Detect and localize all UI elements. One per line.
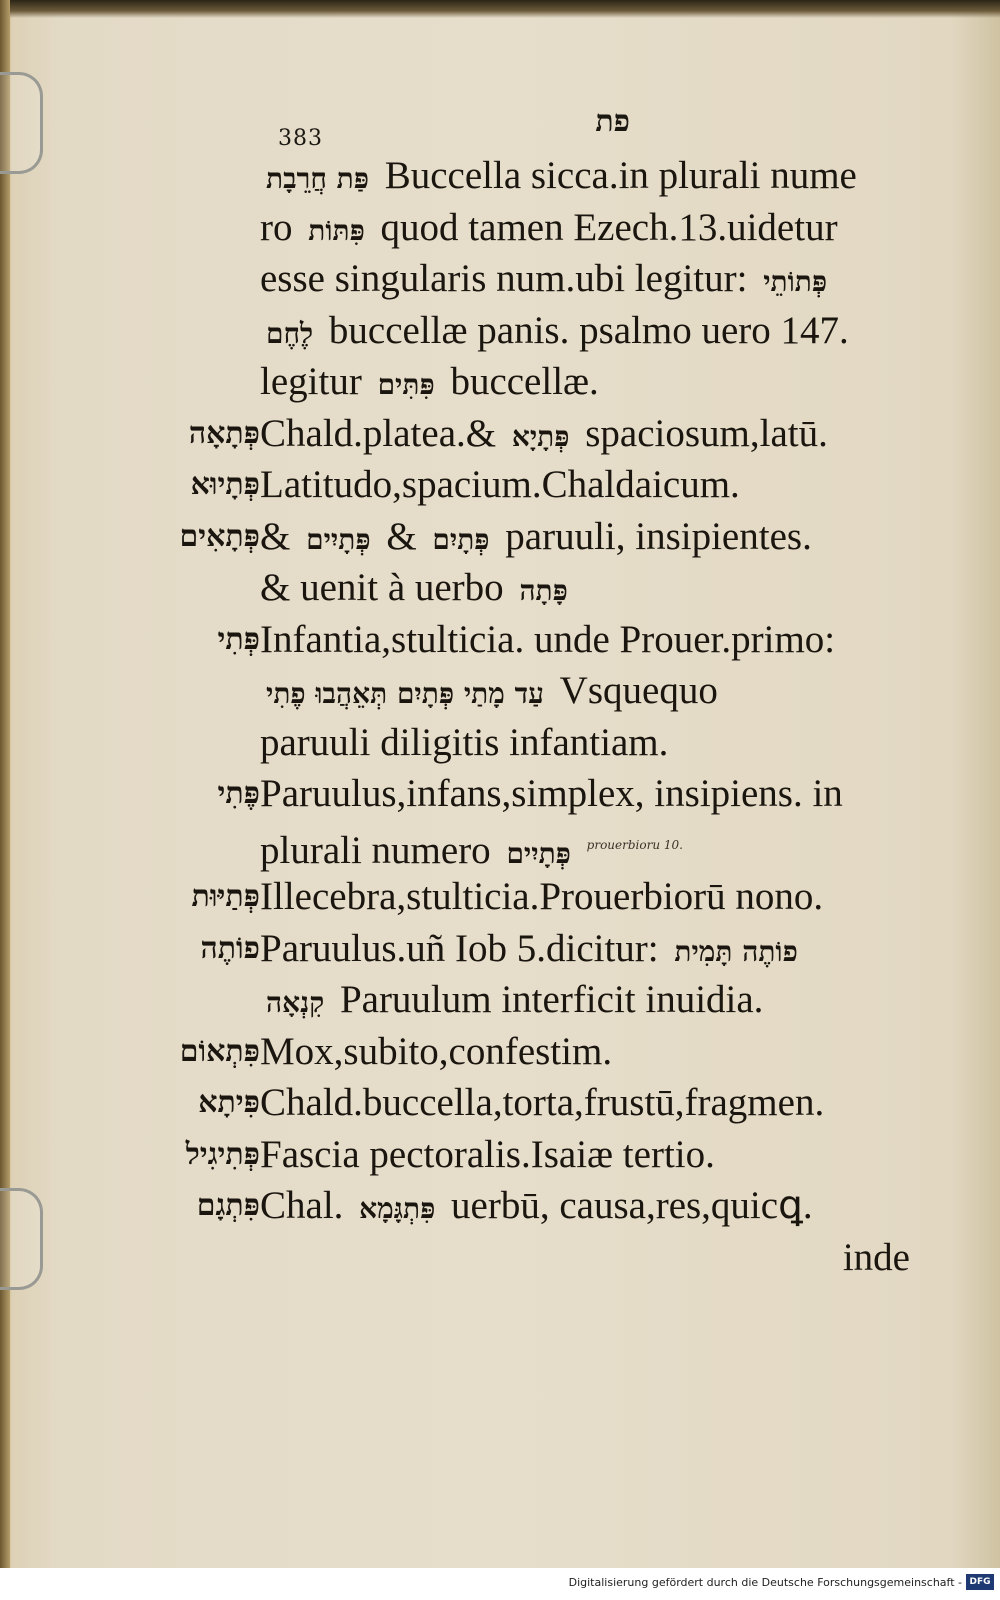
dictionary-entry: [120, 768, 940, 871]
latin-text: legitur: [260, 360, 362, 403]
headword: פְּתָאָה: [188, 415, 260, 451]
entry-line: [120, 1129, 940, 1181]
latin-text: Paruulus,infans,simplex, insipiens. in: [260, 772, 843, 815]
entry-line: [120, 871, 940, 923]
dictionary-entry: [120, 459, 940, 511]
footer-bar: [0, 1568, 1000, 1600]
dictionary-entry: [120, 511, 940, 614]
marginal-annotation: prouerbioru 10.: [586, 837, 683, 852]
hebrew-term: פָּתָה: [519, 574, 568, 607]
page-binding-edge: [0, 0, 10, 1568]
hebrew-term: פְּתוֹתֵי: [763, 265, 828, 298]
entry-line: [120, 562, 940, 614]
latin-text: &: [386, 514, 417, 558]
latin-text: Paruulus.uñ Iob 5.dicitur:: [260, 926, 659, 970]
entry-line: [120, 1232, 940, 1284]
entry-line: [120, 1026, 940, 1078]
dictionary-entry: [120, 1026, 940, 1078]
entry-line: [120, 614, 940, 666]
latin-text: Latitudo,spacium.Chaldaicum.: [260, 463, 740, 506]
hebrew-term: פַּת חֲרֵבָת: [266, 162, 369, 195]
page-header: [270, 100, 640, 150]
headword: פִּיתָא: [198, 1085, 260, 1120]
dictionary-entry: [120, 150, 940, 408]
hebrew-term: עַד מָתַי פְּתָיִם תְּאֵהֲבוּ פֶתִי: [266, 677, 544, 710]
latin-text: buccellæ panis. psalmo uero 147.: [328, 308, 849, 352]
headword: פִּתְגָם: [196, 1188, 260, 1223]
latin-text: Chal.: [260, 1184, 344, 1227]
hebrew-term: פִּתְגָּמָא: [359, 1192, 436, 1225]
hebrew-term: פוֹתֶה תָּמִית: [674, 934, 798, 968]
latin-text: paruuli diligitis infantiam.: [260, 720, 669, 764]
headword: פוֹתֶה: [200, 930, 260, 966]
entry-line: [120, 459, 940, 511]
hebrew-term: פִּתִּים: [377, 368, 435, 401]
hebrew-term: פְּתָיִים: [506, 836, 571, 870]
latin-text: ro: [260, 205, 293, 249]
dictionary-entry: [120, 614, 940, 769]
latin-text: Fascia pectoralis.Isaiæ tertio.: [260, 1132, 715, 1176]
entry-line: [120, 150, 940, 202]
entry-line: [120, 1180, 940, 1232]
folio-number: 383: [278, 126, 323, 151]
headword: פְּתִי: [217, 621, 260, 657]
entry-line: [120, 768, 940, 820]
entry-line: [120, 820, 940, 872]
binding-clip-top: [0, 72, 43, 174]
hebrew-term: פִּתּוֹת: [308, 213, 365, 247]
headword: פְּתָיוּא: [190, 467, 260, 502]
headword: פֶּתִי: [217, 776, 260, 811]
dictionary-entry: [120, 1129, 940, 1181]
dictionary-entry: [120, 923, 940, 1026]
latin-text: Infantia,stulticia. unde Prouer.primo:: [260, 617, 836, 661]
latin-text: quod tamen Ezech.13.uidetur: [380, 205, 838, 249]
headword: פְּתַיּוּת: [191, 879, 260, 914]
entry-line: [120, 923, 940, 975]
latin-text: & uenit à uerbo: [260, 566, 504, 609]
hebrew-term: לֶחֶם: [266, 316, 314, 350]
dfg-logo: DFG: [966, 1574, 994, 1590]
entry-line: [120, 305, 940, 357]
entry-line: [120, 408, 940, 460]
entry-line: [120, 202, 940, 254]
entry-line: [120, 717, 940, 769]
latin-text: Chald.platea.&: [260, 411, 497, 455]
latin-text: plurali numero: [260, 828, 491, 872]
latin-text: uerbū, causa,res,quicꝗ.: [451, 1184, 813, 1227]
latin-text: &: [260, 514, 291, 558]
latin-text: inde: [842, 1235, 910, 1279]
entry-line: [120, 665, 940, 717]
hebrew-term: קִנְאָה: [266, 986, 325, 1019]
entry-line: [120, 974, 940, 1026]
dictionary-entry: [120, 871, 940, 923]
latin-text: paruuli, insipientes.: [505, 514, 812, 558]
headword: פְּתִיגִיל: [185, 1136, 260, 1172]
latin-text: Illecebra,stulticia.Prouerbiorū nono.: [260, 875, 824, 918]
latin-text: Chald.buccella,torta,frustū,fragmen.: [260, 1081, 825, 1124]
latin-text: Buccella sicca.in plurali nume: [384, 154, 857, 197]
latin-text: spaciosum,latū.: [585, 411, 828, 455]
dictionary-entry: [120, 408, 940, 460]
footer-credit: Digitalisierung gefördert durch die Deutsche Forschungsgemeinschaft -: [568, 1576, 962, 1589]
entry-line: [120, 1077, 940, 1129]
headword: פְּתָאִים: [179, 518, 260, 554]
running-head: פת: [595, 104, 630, 139]
latin-text: buccellæ.: [450, 360, 599, 403]
entry-line: [120, 356, 940, 408]
latin-text: esse singularis num.ubi legitur:: [260, 257, 748, 300]
latin-text: Paruulum interficit inuidia.: [339, 978, 764, 1021]
entry-line: [120, 511, 940, 563]
dictionary-entry: [120, 1077, 940, 1129]
hebrew-term: פְּתָיָא: [511, 419, 570, 453]
latin-text: Mox,subito,confestim.: [260, 1029, 613, 1073]
hebrew-term: פְּתָיִם: [432, 522, 490, 556]
dictionary-entries: [120, 150, 940, 1283]
headword: פִּתְאוֹם: [179, 1033, 260, 1069]
dictionary-entry: [120, 1180, 940, 1283]
binding-clip-bottom: [0, 1188, 43, 1290]
latin-text: Vsquequo: [559, 669, 718, 712]
entry-line: [120, 253, 940, 305]
hebrew-term: פְּתָיִים: [306, 522, 371, 556]
